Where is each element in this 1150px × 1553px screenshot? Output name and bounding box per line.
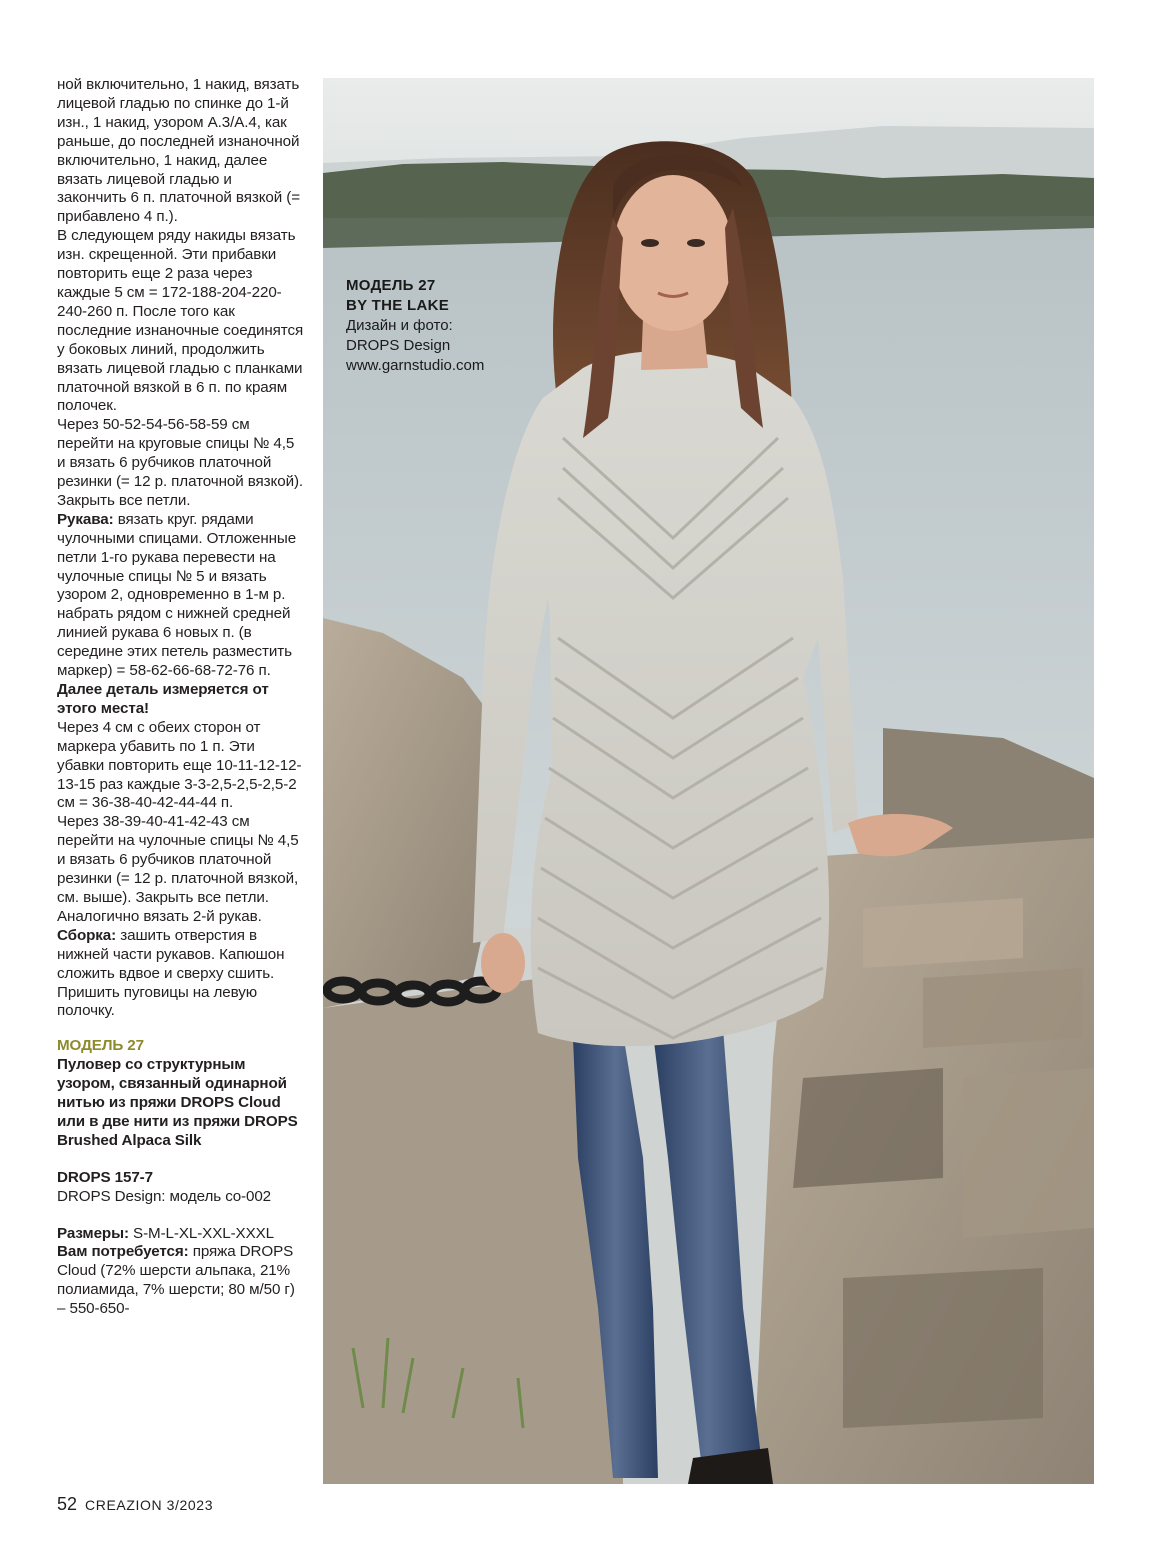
instruction-paragraph: Через 4 см с обеих сторон от маркера убавить по 1 п. Эти убавки повторить еще 10-11-12-12-13-15 раз каждые 3-3-2,5-2,5-2,5-2 см = 36-38-40-42-44-44 п. <box>57 718 302 812</box>
materials-line <box>57 1243 305 1319</box>
instruction-paragraph: Через 50-52-54-56-58-59 см перейти на круговые спицы № 4,5 и вязать 6 рубчиков платочной резинки (= 12 р. платочной вязкой). Закрыть все петли. <box>57 416 304 509</box>
magazine-issue: CREAZION 3/2023 <box>85 1497 214 1513</box>
instruction-paragraph: Аналогично вязать 2-й рукав. <box>57 907 262 925</box>
materials-text: пряжа DROPS Cloud (72% шерсти альпака, 21% полиамида, 7% шерсти; 80 м/50 г) – 550-650- <box>57 1243 295 1318</box>
materials-label: Вам потребуется: <box>57 1243 189 1261</box>
caption-model-name: BY THE LAKE <box>346 297 450 314</box>
caption-model-number: МОДЕЛЬ 27 <box>346 277 436 294</box>
photo-caption <box>346 276 484 376</box>
model-heading: МОДЕЛЬ 27 <box>57 1037 144 1055</box>
sizes-label: Размеры: <box>57 1224 129 1242</box>
sleeves-text: вязать круг. рядами чулочными спицами. Отложенные петли 1-го рукава перевести на чулочные спицы № 5 и вязать узором 2, одновременно в 1-м р. набрать рядом с нижней средней линией рукава 6 новых п. (в середине этих петель разместить маркер) = 58-62-66-68-72-76 п. <box>57 510 297 680</box>
instruction-paragraph: Через 38-39-40-41-42-43 см перейти на чулочные спицы № 4,5 и вязать 6 рубчиков платочной резинки (= 12 р. платочной вязкой, см. выше). Закрыть все петли. <box>57 813 299 906</box>
caption-credit: DROPS Design <box>346 337 451 354</box>
instruction-column <box>57 76 305 1319</box>
instruction-paragraph: В следующем ряду накиды вязать изн. скрещенной. Эти прибавки повторить еще 2 раза через каждые 5 см = 172-188-204-220-240-260 п. После того как последние изнаночные соединятся у боковых линий, продолжить вязать лицевой гладью с планками платочной вязкой в 6 п. по краям полочек. <box>57 227 304 415</box>
assembly-paragraph <box>57 927 305 1022</box>
sleeves-note: Далее деталь измеряется от этого места! <box>57 681 269 717</box>
page-footer <box>57 1494 213 1515</box>
page-number: 52 <box>57 1494 78 1514</box>
sizes-value: S-M-L-XL-XXL-XXXL <box>128 1224 274 1242</box>
caption-credit-label: Дизайн и фото: <box>346 317 453 334</box>
assembly-text: зашить отверстия в нижней части рукавов. Капюшон сложить вдвое и сверху сшить. Пришить пуговицы на левую полочку. <box>57 926 285 1020</box>
model-code: DROPS 157-7 <box>57 1168 153 1186</box>
assembly-label: Сборка: <box>57 926 117 944</box>
design-line: DROPS Design: модель co-002 <box>57 1187 272 1205</box>
sizes-line <box>57 1225 305 1244</box>
sleeves-paragraph <box>57 511 305 719</box>
caption-url: www.garnstudio.com <box>346 357 485 374</box>
model-title: Пуловер со структурным узором, связанный одинарной нитью из пряжи DROPS Cloud или в две нити из пряжи DROPS Brushed Alpaca Silk <box>57 1056 298 1149</box>
instruction-paragraph: ной включительно, 1 накид, вязать лицевой гладью по спинке до 1-й изн., 1 накид, узором A.3/A.4, как раньше, до последней изнаночной включительно, 1 накид, далее вязать лицевой гладью и закончить 6 п. платочной вязкой (= прибавлено 4 п.). <box>57 76 300 226</box>
sleeves-label: Рукава: <box>57 510 114 528</box>
